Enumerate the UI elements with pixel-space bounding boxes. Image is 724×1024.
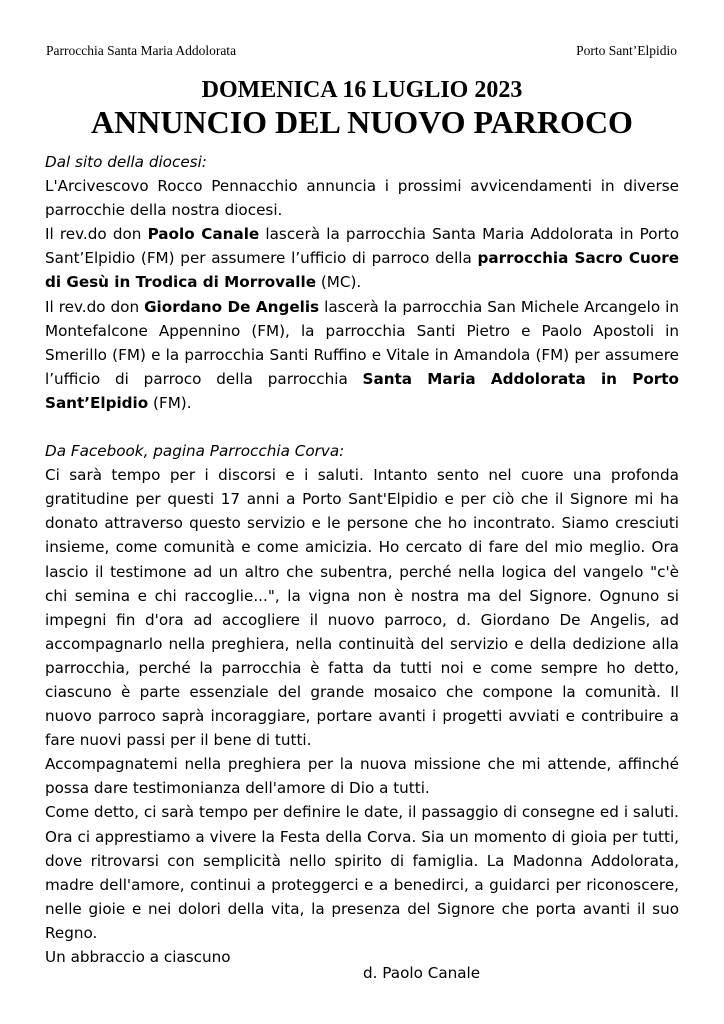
article-body bbox=[45, 150, 679, 969]
paragraph-text: lascerà la parrocchia San Michele Arcangelo in Montefalcone Appennino (FM), la parrocchia Santi Pietro e Paolo Apostoli in Smerillo (FM) e la parrocchia Santi Ruffino e Vitale in Amandola (FM) per assumere l’ufficio di parroco della parrocchia bbox=[45, 297, 680, 388]
new-parish-canale: parrocchia Sacro Cuore di Gesù in Trodica di Morrovalle bbox=[45, 249, 679, 292]
priest-name-de-angelis: Giordano De Angelis bbox=[144, 297, 320, 316]
announcement-date: DOMENICA 16 LUGLIO 2023 bbox=[201, 77, 523, 103]
facebook-section-heading: Da Facebook, pagina Parrocchia Corva: bbox=[45, 442, 345, 461]
facebook-closing-line: Un abbraccio a ciascuno bbox=[45, 948, 231, 966]
paragraph-text: (MC). bbox=[316, 273, 362, 292]
section-spacer bbox=[45, 415, 679, 439]
signature: d. Paolo Canale bbox=[363, 964, 481, 982]
priest-name-canale: Paolo Canale bbox=[147, 225, 260, 244]
paragraph-text: Il rev.do don bbox=[45, 225, 148, 244]
paragraph-text: Il rev.do don bbox=[45, 297, 145, 316]
facebook-paragraph-gratitude: Ci sarà tempo per i discorsi e i saluti. Intanto sento nel cuore una profonda gratitudine per questi 17 anni a Porto Sant'Elpidio e per ciò che il Signore mi ha donato attraverso questo servizio e le persone che ho incontrato. Siamo cresciuti insieme, come comunità e come amicizia. Ho cercato di fare del mio meglio. Ora lascio il testimone ad un altro che subentra, perché nella logica del vangelo "c'è chi semina e chi raccoglie...", la vigna non è nostra ma del Signore. Ognuno si impegni fin d'ora ad accogliere il nuovo parroco, d. Giordano De Angelis, ad accompagnarlo nella preghiera, nella continuità del servizio e della dedizione alla parrocchia, perché la parrocchia è fatta da tutti noi e come sempre ho detto, ciascuno è parte essenziale del grande mosaico che compone la comunità. Il nuovo parroco saprà incoraggiare, portare avanti i progetti avviati e contribuire a fare nuovi passi per il bene di tutti. bbox=[45, 466, 679, 750]
new-parish-de-angelis: Santa Maria Addolorata in Porto Sant’Elpidio bbox=[45, 369, 679, 412]
diocese-paragraph-de-angelis bbox=[45, 295, 679, 415]
header-town-name: Porto Sant’Elpidio bbox=[576, 43, 677, 58]
facebook-paragraph-prayer: Accompagnatemi nella preghiera per la nuova missione che mi attende, affinché possa dare testimonianza dell'amore di Dio a tutti. bbox=[45, 755, 679, 798]
paragraph-text: lascerà la parrocchia Santa Maria Addolorata in Porto Sant’Elpidio (FM) per assumere l’ufficio di parroco della bbox=[45, 225, 680, 268]
header-parish-name: Parrocchia Santa Maria Addolorata bbox=[46, 43, 237, 58]
diocese-intro-paragraph: L'Arcivescovo Rocco Pennacchio annuncia i prossimi avvicendamenti in diverse parrocchie della nostra diocesi. bbox=[45, 177, 679, 220]
facebook-paragraph-festa: Come detto, ci sarà tempo per definire le date, il passaggio di consegne ed i saluti. Ora ci apprestiamo a vivere la Festa della Corva. Sia un momento di gioia per tutti, dove ritrovarsi con semplicità nello spirito di famiglia. La Madonna Addolorata, madre dell'amore, continui a proteggerci e a benedirci, a guidarci per riconoscere, nelle gioie e nei dolori della vita, la presenza del Signore che porta avanti il suo Regno. bbox=[45, 803, 679, 942]
diocese-paragraph-canale bbox=[45, 222, 679, 294]
diocese-section-heading: Dal sito della diocesi: bbox=[45, 153, 207, 171]
paragraph-text: (FM). bbox=[148, 393, 192, 412]
page-title: ANNUNCIO DEL NUOVO PARROCO bbox=[91, 104, 633, 140]
